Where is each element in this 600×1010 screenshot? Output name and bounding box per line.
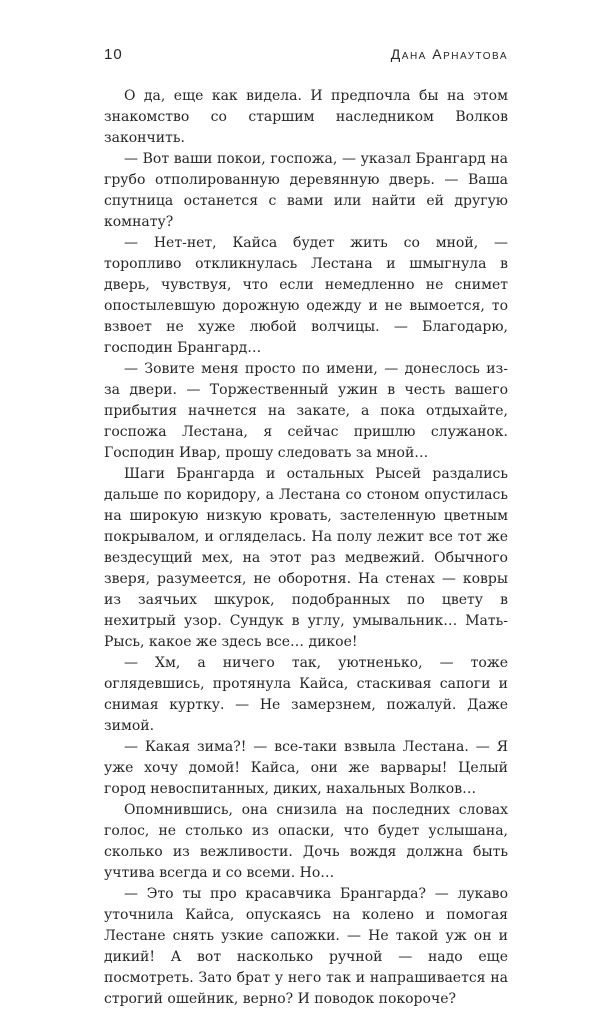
paragraph: — Вот ваши покои, госпожа, — указал Брангард на грубо отполированную деревянную дверь. — Ваша спутница останется с вами или найти ей другую комнату? bbox=[104, 151, 508, 230]
paragraph: О да, еще как видела. И предпочла бы на этом знакомство со старшим наследником Волков закончить. bbox=[104, 88, 508, 146]
paragraph: — Нет-нет, Кайса будет жить со мной, — торопливо откликнулась Лестана и шмыгнула в дверь, чувствуя, что если немедленно не снимет опостылевшую дорожную одежду и не вымоется, то взвоет не хуже любой волчицы. — Благодарю, господин Брангард… bbox=[104, 235, 508, 356]
page-number: 10 bbox=[104, 46, 123, 63]
paragraph: — Зовите меня просто по имени, — донеслось из-за двери. — Торжественный ужин в честь вашего прибытия начнется на закате, а пока отдыхайте, госпожа Лестана, я сейчас пришлю служанок. Господин Ивар, прошу следовать за мной… bbox=[104, 361, 508, 461]
paragraph: Шаги Брангарда и остальных Рысей раздались дальше по коридору, а Лестана со стоном опустилась на широкую низкую кровать, застеленную цветным покрывалом, и огляделась. На полу лежит все тот же вездесущий мех, на этот раз медвежий. Обычного зверя, разумеется, не оборотня. На стенах — ковры из заячьих шкурок, подобранных по цвету в нехитрый узор. Сундук в углу, умывальник… Мать-Рысь, какое же здесь все… дикое! bbox=[104, 466, 508, 650]
paragraph: Опомнившись, она снизила на последних словах голос, не столько из опаски, что будет услышана, сколько из вежливости. Дочь вождя должна быть учтива всегда и со всеми. Но… bbox=[104, 802, 508, 881]
paragraph: — Какая зима?! — все-таки взвыла Лестана. — Я уже хочу домой! Кайса, они же варвары! Целый город невоспитанных, диких, нахальных Волков… bbox=[104, 739, 508, 797]
paragraph: — Хм, а ничего так, уютненько, — тоже оглядевшись, протянула Кайса, стаскивая сапоги и снимая куртку. — Не замерзнем, пожалуй. Даже зимой. bbox=[104, 655, 508, 734]
paragraph: — Это ты про красавчика Брангарда? — лукаво уточнила Кайса, опускаясь на колено и помогая Лестане снять узкие сапожки. — Не такой уж он и дикий! А вот насколько ручной — надо еще посмотреть. Зато брат у него так и напрашивается на строгий ошейник, верно? И поводок покороче? bbox=[104, 886, 508, 1007]
body-text bbox=[104, 86, 508, 1010]
page-header bbox=[104, 46, 508, 68]
running-title: Дана Арнаутова bbox=[390, 46, 508, 62]
